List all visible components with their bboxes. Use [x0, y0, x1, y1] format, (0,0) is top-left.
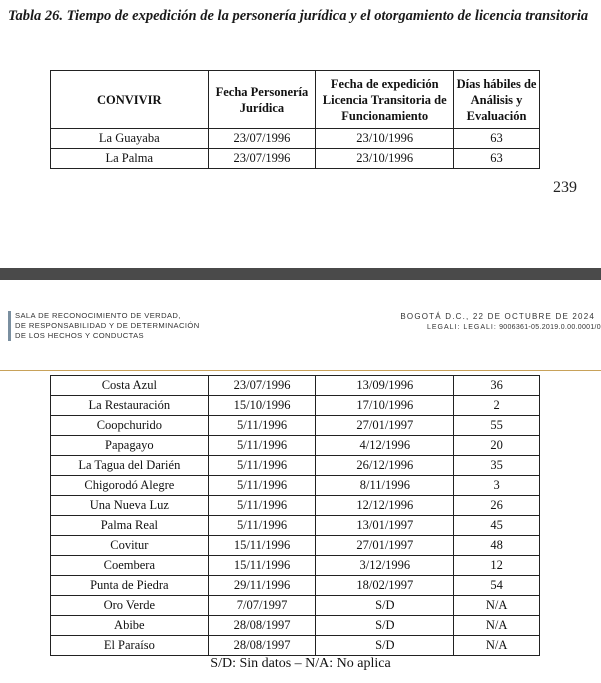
cell-fecha-licencia: 27/01/1997	[316, 416, 454, 436]
table-row	[51, 556, 540, 576]
cell-convivir: El Paraíso	[51, 636, 209, 656]
cell-dias-habiles: 55	[454, 416, 540, 436]
header-rule	[0, 370, 601, 371]
document-date: BOGOTÁ D.C., 22 DE OCTUBRE DE 2024	[400, 312, 595, 321]
cell-fecha-personeria: 23/07/1996	[208, 376, 316, 396]
table-row	[51, 436, 540, 456]
cell-dias-habiles: 45	[454, 516, 540, 536]
cell-fecha-personeria: 5/11/1996	[208, 456, 316, 476]
header-dias-habiles: Días hábiles de Análisis y Evaluación	[454, 71, 540, 129]
cell-convivir: Papagayo	[51, 436, 209, 456]
table-footnote: S/D: Sin datos – N/A: No aplica	[210, 656, 391, 671]
cell-fecha-licencia: 13/09/1996	[316, 376, 454, 396]
org-line: DE LOS HECHOS Y CONDUCTAS	[15, 331, 144, 340]
cell-convivir: La Palma	[51, 149, 209, 169]
table-row	[51, 376, 540, 396]
cell-dias-habiles: 12	[454, 556, 540, 576]
cell-fecha-personeria: 29/11/1996	[208, 576, 316, 596]
table-row	[51, 636, 540, 656]
header-fecha-licencia: Fecha de expedición Licencia Transitoria de Funcionamiento	[316, 71, 454, 129]
cell-fecha-personeria: 5/11/1996	[208, 436, 316, 456]
table-header-row	[51, 71, 540, 129]
cell-fecha-licencia: 18/02/1997	[316, 576, 454, 596]
legali-label: LEGALI: LEGALI:	[426, 324, 497, 331]
cell-dias-habiles: 48	[454, 536, 540, 556]
cell-convivir: Covitur	[51, 536, 209, 556]
legali-value: 9006361-05.2019.0.00.0001/0	[499, 324, 601, 331]
cell-fecha-personeria: 5/11/1996	[208, 516, 316, 536]
cell-fecha-personeria: 15/10/1996	[208, 396, 316, 416]
cell-convivir: Punta de Piedra	[51, 576, 209, 596]
cell-fecha-licencia: 27/01/1997	[316, 536, 454, 556]
table-row	[51, 496, 540, 516]
legali-reference	[420, 324, 601, 331]
table-row	[51, 596, 540, 616]
table-row	[51, 576, 540, 596]
table-row	[51, 616, 540, 636]
cell-dias-habiles: N/A	[454, 596, 540, 616]
cell-convivir: La Restauración	[51, 396, 209, 416]
cell-convivir: La Tagua del Darién	[51, 456, 209, 476]
cell-dias-habiles: 2	[454, 396, 540, 416]
cell-dias-habiles: 63	[454, 149, 540, 169]
cell-fecha-licencia: 13/01/1997	[316, 516, 454, 536]
cell-dias-habiles: 54	[454, 576, 540, 596]
cell-convivir: Abibe	[51, 616, 209, 636]
table-row	[51, 149, 540, 169]
org-line: SALA DE RECONOCIMIENTO DE VERDAD,	[15, 311, 181, 320]
org-line: DE RESPONSABILIDAD Y DE DETERMINACIÓN	[15, 321, 200, 330]
cell-dias-habiles: N/A	[454, 636, 540, 656]
cell-fecha-personeria: 15/11/1996	[208, 556, 316, 576]
table-row	[51, 476, 540, 496]
cell-convivir: Coopchurido	[51, 416, 209, 436]
convivir-table-top	[50, 70, 540, 169]
cell-fecha-personeria: 5/11/1996	[208, 476, 316, 496]
cell-dias-habiles: 63	[454, 129, 540, 149]
table-row	[51, 396, 540, 416]
table-row	[51, 129, 540, 149]
cell-convivir: Costa Azul	[51, 376, 209, 396]
cell-fecha-licencia: 17/10/1996	[316, 396, 454, 416]
cell-fecha-personeria: 23/07/1996	[208, 149, 316, 169]
cell-fecha-licencia: 3/12/1996	[316, 556, 454, 576]
header-convivir: CONVIVIR	[51, 71, 209, 129]
cell-dias-habiles: N/A	[454, 616, 540, 636]
table-caption: Tabla 26. Tiempo de expedición de la personería jurídica y el otorgamiento de licencia transitoria	[8, 8, 589, 24]
cell-fecha-personeria: 5/11/1996	[208, 416, 316, 436]
cell-convivir: Coembera	[51, 556, 209, 576]
cell-fecha-personeria: 23/07/1996	[208, 129, 316, 149]
table-row	[51, 456, 540, 476]
cell-dias-habiles: 36	[454, 376, 540, 396]
cell-fecha-licencia: 26/12/1996	[316, 456, 454, 476]
cell-convivir: Palma Real	[51, 516, 209, 536]
cell-fecha-licencia: 23/10/1996	[316, 149, 454, 169]
cell-dias-habiles: 26	[454, 496, 540, 516]
cell-fecha-licencia: 4/12/1996	[316, 436, 454, 456]
cell-fecha-personeria: 7/07/1997	[208, 596, 316, 616]
table-row	[51, 416, 540, 436]
page-number: 239	[553, 179, 577, 196]
cell-dias-habiles: 20	[454, 436, 540, 456]
cell-fecha-personeria: 28/08/1997	[208, 616, 316, 636]
cell-fecha-personeria: 5/11/1996	[208, 496, 316, 516]
cell-dias-habiles: 3	[454, 476, 540, 496]
cell-fecha-licencia: S/D	[316, 636, 454, 656]
page-divider	[0, 268, 601, 280]
convivir-table-continued	[50, 375, 540, 656]
cell-fecha-licencia: S/D	[316, 616, 454, 636]
cell-fecha-licencia: 8/11/1996	[316, 476, 454, 496]
cell-convivir: Chigorodó Alegre	[51, 476, 209, 496]
cell-fecha-licencia: 12/12/1996	[316, 496, 454, 516]
org-name	[15, 311, 275, 341]
cell-convivir: La Guayaba	[51, 129, 209, 149]
cell-fecha-licencia: S/D	[316, 596, 454, 616]
cell-convivir: Oro Verde	[51, 596, 209, 616]
cell-fecha-personeria: 28/08/1997	[208, 636, 316, 656]
table-row	[51, 516, 540, 536]
table-row	[51, 536, 540, 556]
cell-fecha-personeria: 15/11/1996	[208, 536, 316, 556]
cell-dias-habiles: 35	[454, 456, 540, 476]
header-accent-bar	[8, 311, 11, 341]
cell-fecha-licencia: 23/10/1996	[316, 129, 454, 149]
cell-convivir: Una Nueva Luz	[51, 496, 209, 516]
header-fecha-personeria: Fecha Personería Jurídica	[208, 71, 316, 129]
